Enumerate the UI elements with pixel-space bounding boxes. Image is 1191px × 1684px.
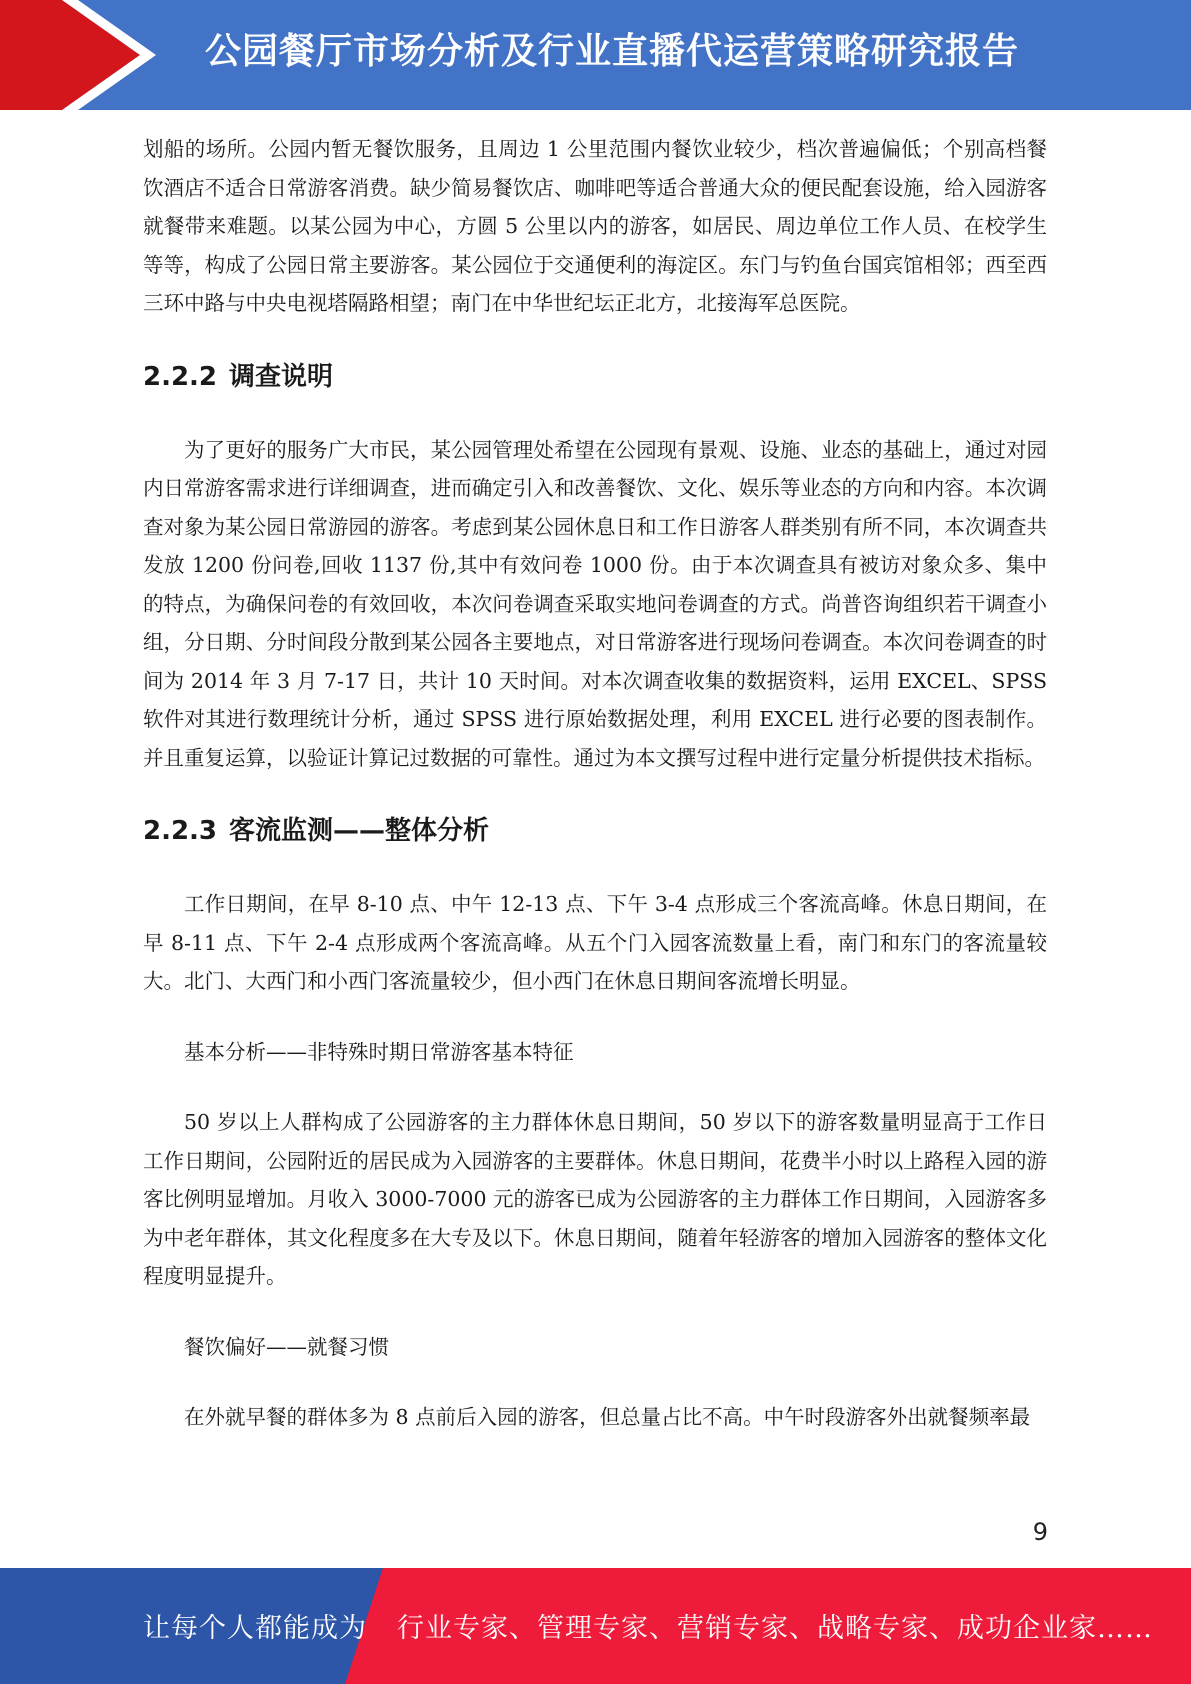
section-title: 客流监测——整体分析 <box>229 816 490 846</box>
section-heading-2-2-2 <box>143 357 1047 397</box>
page-number: 9 <box>1032 1518 1048 1546</box>
section-title: 调查说明 <box>229 361 334 392</box>
page-content <box>143 130 1047 1437</box>
page-header <box>0 0 1191 110</box>
traffic-analysis-paragraph: 工作日期间，在早 8-10 点、中午 12-13 点、下午 3-4 点形成三个客流高峰。休息日期间，在早 8-11 点、下午 2-4 点形成两个客流高峰。从五个门入园客流数量上看，南门和东门的客流量较大。北门、大西门和小西门客流量较少，但小西门在休息日期间客流增长明显。 <box>143 892 1047 993</box>
section-number: 2.2.2 <box>143 361 218 392</box>
intro-paragraph: 划船的场所。公园内暂无餐饮服务，且周边 1 公里范围内餐饮业较少，档次普遍偏低；个别高档餐饮酒店不适合日常游客消费。缺少简易餐饮店、咖啡吧等适合普通大众的便民配套设施，给入园游客就餐带来难题。以某公园为中心，方圆 5 公里以内的游客，如居民、周边单位工作人员、在校学生等等，构成了公园日常主要游客。某公园位于交通便利的海淀区。东门与钓鱼台国宾馆相邻；西至西三环中路与中央电视塔隔路相望；南门在中华世纪坛正北方，北接海军总医院。 <box>143 137 1047 315</box>
section-number: 2.2.3 <box>143 816 218 846</box>
footer-slogan-right: 行业专家、管理专家、营销专家、战略专家、成功企业家…… <box>397 1613 1153 1644</box>
visitor-characteristics-paragraph: 50 岁以上人群构成了公园游客的主力群体休息日期间，50 岁以下的游客数量明显高于工作日工作日期间，公园附近的居民成为入园游客的主要群体。休息日期间，花费半小时以上路程入园的游客比例明显增加。月收入 3000-7000 元的游客已成为公园游客的主力群体工作日期间，入园游客多为中老年群体，其文化程度多在大专及以下。休息日期间，随着年轻游客的增加入园游客的整体文化程度明显提升。 <box>143 1110 1047 1288</box>
footer-slogan-left: 让每个人都能成为 <box>143 1613 367 1644</box>
page-footer <box>0 1568 1191 1684</box>
subheading-dining-preference: 餐饮偏好——就餐习惯 <box>184 1334 389 1359</box>
report-title: 公园餐厅市场分析及行业直播代运营策略研究报告 <box>205 31 1020 72</box>
subheading-basic-analysis: 基本分析——非特殊时期日常游客基本特征 <box>184 1039 574 1064</box>
dining-habits-paragraph: 在外就早餐的群体多为 8 点前后入园的游客，但总量占比不高。中午时段游客外出就餐频率最 <box>184 1405 1031 1429</box>
survey-description-paragraph: 为了更好的服务广大市民，某公园管理处希望在公园现有景观、设施、业态的基础上，通过对园内日常游客需求进行详细调查，进而确定引入和改善餐饮、文化、娱乐等业态的方向和内容。本次调查对象为某公园日常游园的游客。考虑到某公园休息日和工作日游客人群类别有所不同，本次调查共发放 1200 份问卷,回收 1137 份,其中有效问卷 1000 份。由于本次调查具有被访对象众多、集中的特点，为确保问卷的有效回收，本次问卷调查采取实地问卷调查的方式。尚普咨询组织若干调查小组，分日期、分时间段分散到某公园各主要地点，对日常游客进行现场问卷调查。本次问卷调查的时间为 2014 年 3 月 7-17 日，共计 10 天时间。对本次调查收集的数据资料，运用 EXCEL、SPSS 软件对其进行数理统计分析，通过 SPSS 进行原始数据处理，利用 EXCEL 进行必要的图表制作。并且重复运算，以验证计算记过数据的可靠性。通过为本文撰写过程中进行定量分析提供技术指标。 <box>143 437 1047 770</box>
section-heading-2-2-3 <box>143 811 1047 851</box>
